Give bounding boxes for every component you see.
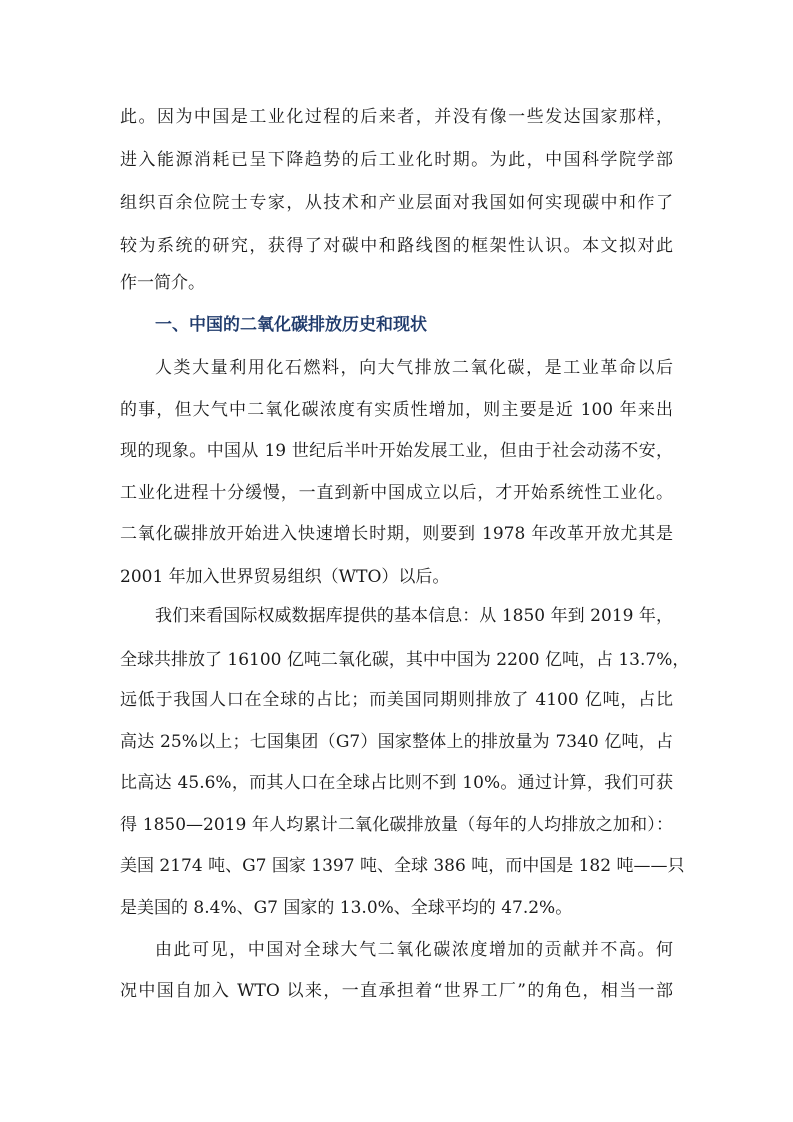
paragraph-line: 远低于我国人口在全球的占比；而美国同期则排放了 4100 亿吨，占比 (120, 690, 673, 710)
paragraph-line: 2001 年加入世界贸易组织（WTO）以后。 (120, 567, 450, 587)
paragraph-line: 是美国的 8.4%、G7 国家的 13.0%、全球平均的 47.2%。 (120, 898, 573, 918)
paragraph-line: 现的现象。中国从 19 世纪后半叶开始发展工业，但由于社会动荡不安， (120, 441, 673, 461)
paragraph-line: 得 1850—2019 年人均累计二氧化碳排放量（每年的人均排放之加和）： (120, 815, 673, 835)
paragraph-line: 组织百余位院士专家，从技术和产业层面对我国如何实现碳中和作了 (120, 193, 673, 213)
paragraph-line: 我们来看国际权威数据库提供的基本信息：从 1850 年到 2019 年， (155, 606, 673, 626)
paragraph-line: 工业化进程十分缓慢，一直到新中国成立以后，才开始系统性工业化。 (120, 483, 673, 503)
paragraph-line: 较为系统的研究，获得了对碳中和路线图的框架性认识。本文拟对此 (120, 236, 673, 256)
paragraph-line: 高达 25%以上；七国集团（G7）国家整体上的排放量为 7340 亿吨，占 (120, 732, 673, 752)
paragraph-line: 全球共排放了 16100 亿吨二氧化碳，其中中国为 2200 亿吨，占 13.7%， (120, 650, 690, 670)
paragraph-line: 由此可见，中国对全球大气二氧化碳浓度增加的贡献并不高。何 (155, 940, 673, 960)
paragraph-line: 此。因为中国是工业化过程的后来者，并没有像一些发达国家那样， (120, 107, 673, 127)
paragraph-line: 作一简介。 (120, 273, 205, 293)
paragraph-line: 二氧化碳排放开始进入快速增长时期，则要到 1978 年改革开放尤其是 (120, 524, 673, 544)
paragraph-line: 美国 2174 吨、G7 国家 1397 吨、全球 386 吨，而中国是 182 吨——只 (120, 856, 685, 876)
paragraph-line: 人类大量利用化石燃料，向大气排放二氧化碳，是工业革命以后 (155, 358, 673, 378)
paragraph-line: 进入能源消耗已呈下降趋势的后工业化时期。为此，中国科学院学部 (120, 150, 673, 170)
paragraph-line: 况中国自加入 WTO 以来，一直承担着“世界工厂”的角色，相当一部 (120, 981, 673, 1001)
paragraph-line: 的事，但大气中二氧化碳浓度有实质性增加，则主要是近 100 年来出 (120, 400, 673, 420)
paragraph-line: 比高达 45.6%，而其人口在全球占比则不到 10%。通过计算，我们可获 (120, 773, 673, 793)
section-heading: 一、中国的二氧化碳排放历史和现状 (155, 315, 427, 335)
